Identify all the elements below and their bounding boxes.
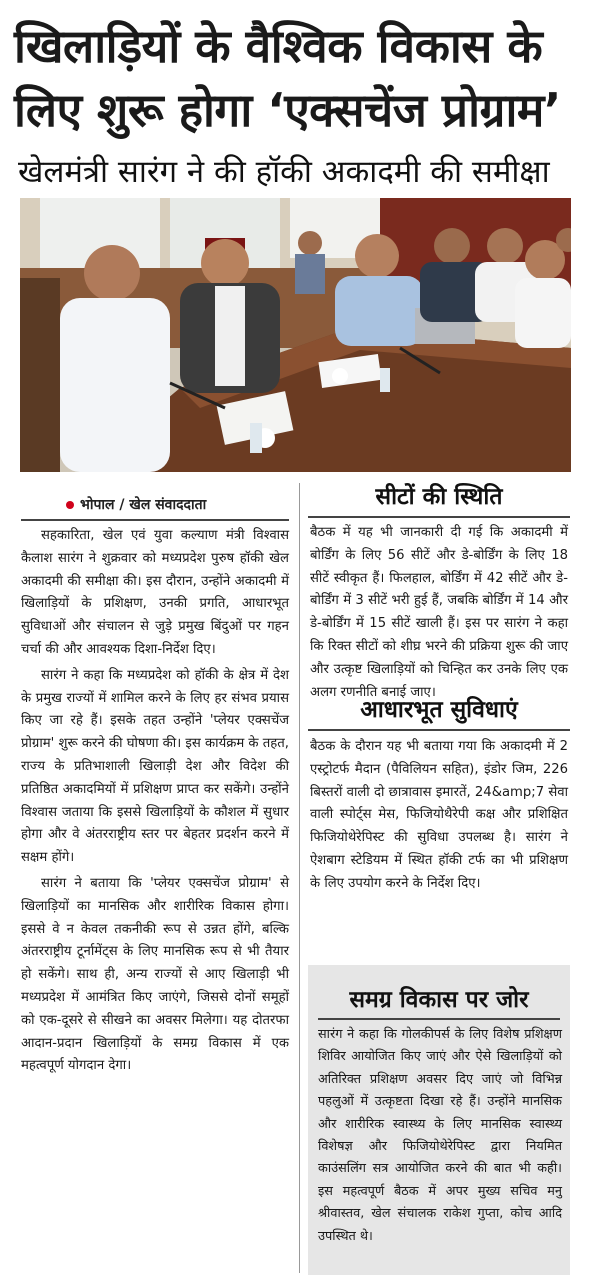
infra-rule xyxy=(308,729,570,731)
headline-line-1: खिलाड़ियों के वैश्विक विकास के xyxy=(14,19,543,73)
column-divider xyxy=(299,483,300,1273)
article-paragraph-3: सारंग ने बताया कि 'प्लेयर एक्सचेंज प्रोग्राम' से खिलाड़ियों का मानसिक और शारीरिक विकास होगा। इससे वे न केवल तकनीकी रूप से उन्नत होंगे, बल्कि अंतरराष्ट्रीय टूर्नामेंट्स के लिए मानसिक रूप से भी तैयार हो सकेंगे। साथ ही, अन्य राज्यों से आए खिलाड़ी भी मध्यप्रदेश में आमंत्रित किए जाएंगे, जिससे दोनों समूहों को एक-दूसरे से सीखने का अवसर मिलेगा। यह दोतरफा आदान-प्रदान खिलाड़ियों के समग्र विकास में एक महत्वपूर्ण योगदान देगा। xyxy=(21,875,289,1074)
byline xyxy=(66,495,206,514)
infra-heading: आधारभूत सुविधाएं xyxy=(360,697,518,723)
overall-body: सारंग ने कहा कि गोलकीपर्स के लिए विशेष प्रशिक्षण शिविर आयोजित किए जाएं और ऐसे खिलाड़ियों को अतिरिक्त प्रशिक्षण अवसर दिए जाएं जो विभिन्न पहलुओं में उत्कृष्टता दिखा रहे हैं। उन्होंने मानसिक और शारीरिक स्वास्थ्य के लिए मानसिक स्वास्थ्य विशेषज्ञ और फिजियोथेरेपिस्ट द्वारा नियमित काउंसलिंग सत्र आयोजित करने की बात भी कही। इस महत्वपूर्ण बैठक में अपर मुख्य सचिव मनु श्रीवास्तव, खेल संचालक राकेश गुप्ता, कोच आदि उपस्थित थे। xyxy=(318,1027,562,1244)
article-paragraph-1: सहकारिता, खेल एवं युवा कल्याण मंत्री विश्वास कैलाश सारंग ने शुक्रवार को मध्यप्रदेश पुरुष हॉकी खेल अकादमी की समीक्षा की। इस दौरान, उन्होंने अकादमी में खिलाड़ियों के प्रशिक्षण, उनकी प्रगति, आधारभूत सुविधाओं और संचालन से जुड़े प्रमुख बिंदुओं पर गहन चर्चा की और आवश्यक दिशा-निर्देश दिए। xyxy=(21,528,289,657)
main-article xyxy=(21,525,289,1081)
headline-line-2: लिए शुरू होगा ‘एक्सचेंज प्रोग्राम’ xyxy=(14,83,561,137)
byline-text: भोपाल / खेल संवाददाता xyxy=(80,497,207,513)
overall-heading: समग्र विकास पर जोर xyxy=(349,987,529,1013)
overall-rule xyxy=(318,1018,560,1020)
seats-body: बैठक में यह भी जानकारी दी गई कि अकादमी में बोर्डिंग के लिए 56 सीटें और डे-बोर्डिंग के लिए 18 सीटें स्वीकृत हैं। फिलहाल, बोर्डिंग में 42 सीटें और डे-बोर्डिंग में 3 सीटें भरी हुई हैं, जबकि बोर्डिंग में 14 और डे-बोर्डिंग में 15 सीटें खाली हैं। इस पर सारंग ने कहा कि रिक्त सीटों को शीघ्र भरने की प्रक्रिया शुरू की जाए और उत्कृष्ट खिलाड़ियों को चिन्हित कर उनके लिए एक अलग रणनीति बनाई जाए। xyxy=(310,525,568,700)
article-paragraph-2: सारंग ने कहा कि मध्यप्रदेश को हॉकी के क्षेत्र में देश के प्रमुख राज्यों में शामिल करने के लिए हर संभव प्रयास किए जा रहे हैं। इसके तहत उन्होंने 'प्लेयर एक्सचेंज प्रोग्राम' शुरू करने की घोषणा की। इस कार्यक्रम के तहत, राज्य के प्रतिभाशाली खिलाड़ी देश और विदेश की प्रतिष्ठित अकादमियों में प्रशिक्षण प्राप्त कर सकेंगे। उन्होंने विश्वास जताया कि इससे खिलाड़ियों के कौशल में सुधार होगा और वे अंतरराष्ट्रीय स्तर पर बेहतर प्रदर्शन करने में सक्षम होंगे। xyxy=(21,667,289,866)
bullet-dot-icon xyxy=(66,501,74,509)
infra-body: बैठक के दौरान यह भी बताया गया कि अकादमी में 2 एस्ट्रोटर्फ मैदान (पैविलियन सहित), इंडोर जिम, 226 बिस्तरों वाली दो छात्रावास इमारतें, 24&amp;7 सेवा वाली स्पोर्ट्स मेस, फिजियोथैरेपी कक्ष और प्रशिक्षित फिजियोथेरेपिस्ट की सुविधा उपलब्ध है। सारंग ने ऐशबाग स्टेडियम में स्थित हॉकी टर्फ का भी प्रशिक्षण के लिए उपयोग करने के निर्देश दिए। xyxy=(310,739,568,891)
subheadline: खेलमंत्री सारंग ने की हॉकी अकादमी की समीक्षा xyxy=(18,154,550,190)
seats-rule xyxy=(308,516,570,518)
seats-heading: सीटों की स्थिति xyxy=(375,484,503,510)
byline-rule xyxy=(21,519,289,521)
meeting-photo xyxy=(20,198,571,472)
